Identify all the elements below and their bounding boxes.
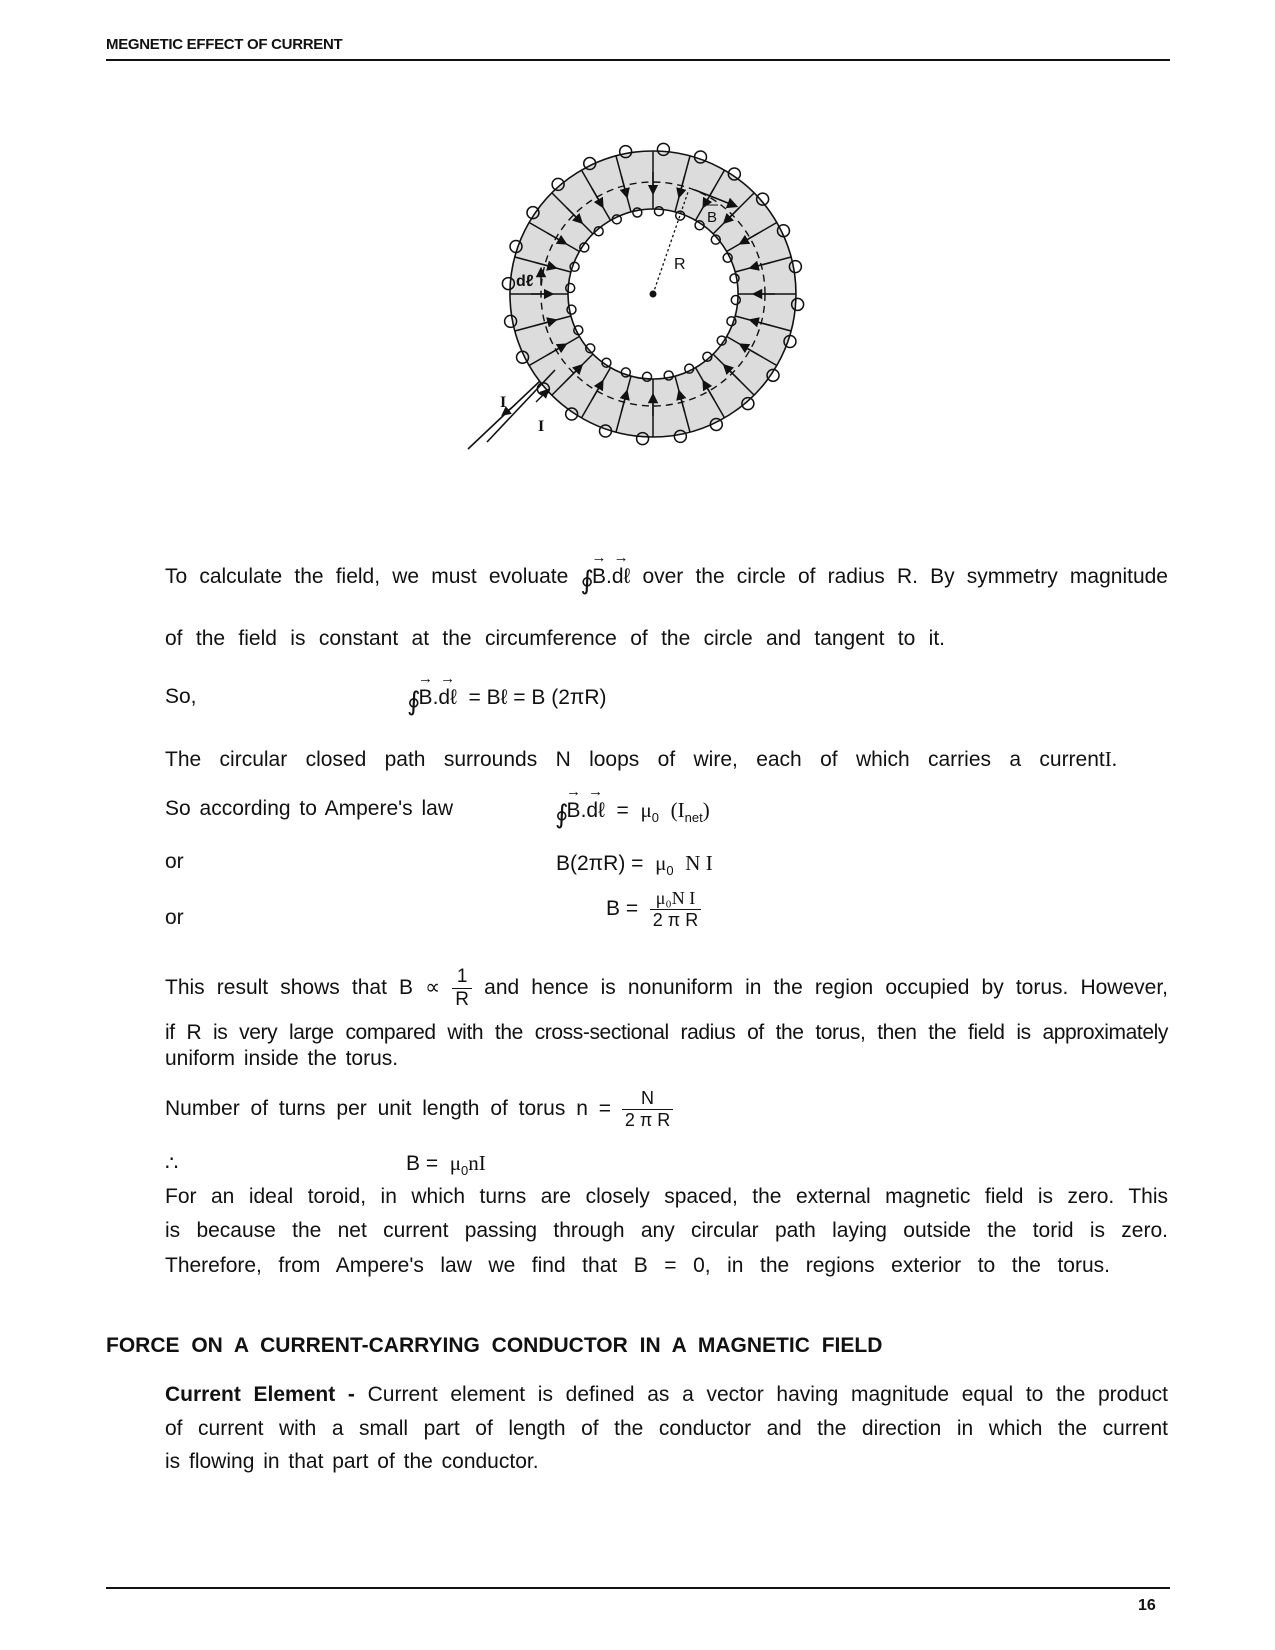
header-rule [106,59,1170,61]
paragraph-line: is because the net current passing through any circular path laying outside the torid is zero. [165,1219,1168,1242]
paragraph-line: is flowing in that part of the conductor. [165,1450,539,1473]
equation-ampere: ∮→ B.→ dℓ = $\mu_0$ $(I_{net})$ [555,798,710,830]
svg-text:I: I [500,394,507,411]
paragraph-line: For an ideal toroid, in which turns are closely spaced, the external magnetic field is zero. This [165,1185,1168,1208]
toroid-diagram [460,130,840,460]
paragraph-result: This result shows that B ∝ $\frac{1}{R}$ and hence is nonuniform in the region occupied by torus. However, [165,966,1168,1010]
equation-field-n: $B = \mu_0nI$ [406,1151,486,1178]
equation-field-toroid: B = $\frac{\text{μ₀N I}}{\text{2 π R}}$ [606,888,701,930]
equation-ampere-toroid: $B(2\pi R) = \mu_0$ N I [556,851,713,878]
eq4-label: or [165,906,184,929]
eq3-label: or [165,850,184,873]
line-integral: ∮→ B.→ dℓ [580,565,630,596]
footer-rule [106,1587,1170,1589]
page-number: 16 [1138,1597,1156,1614]
paragraph-line: of the field is constant at the circumference of the circle and tangent to it. [165,627,945,650]
svg-text:dℓ: dℓ [516,273,534,290]
definition-term: Current Element - [165,1383,355,1406]
paragraph-line: of current with a small part of length of the conductor and the direction in which the current [165,1417,1168,1440]
paragraph-evaluate: To calculate the field, we must evoluate ∮→ B.→ dℓ over the circle of radius R. By symmetry magnitude [165,565,1168,596]
label-B: B [707,209,718,226]
svg-text:R: R [674,256,686,273]
paragraph-line: if R is very large compared with the cross-sectional radius of the torus, then the field is approximately [165,1021,1168,1044]
paragraph-line: uniform inside the torus. [165,1047,399,1070]
equation-line-integral: ∮→ B.→ dℓ = Bℓ = B (2πR) [407,686,607,717]
equation-turns-per-length: Number of turns per unit length of torus n = $\frac{N}{\text{2 π R}}$ [165,1088,673,1130]
therefore-symbol: ∴ [165,1152,179,1175]
section-heading: FORCE ON A CURRENT-CARRYING CONDUCTOR IN A MAGNETIC FIELD [106,1334,883,1357]
eq2-label: So according to Ampere's law [165,797,453,820]
definition-current-element: Current Element - Current element is defined as a vector having magnitude equal to the product [165,1383,1168,1406]
paragraph-loops: The circular closed path surrounds N loops of wire, each of which carries a currentI. [165,747,1117,771]
svg-text:I: I [538,418,545,435]
running-header-title: MEGNETIC EFFECT OF CURRENT [106,36,343,53]
paragraph-line: Therefore, from Ampere's law we find that B = 0, in the regions exterior to the torus. [165,1254,1110,1277]
eq1-label: So, [165,685,197,708]
